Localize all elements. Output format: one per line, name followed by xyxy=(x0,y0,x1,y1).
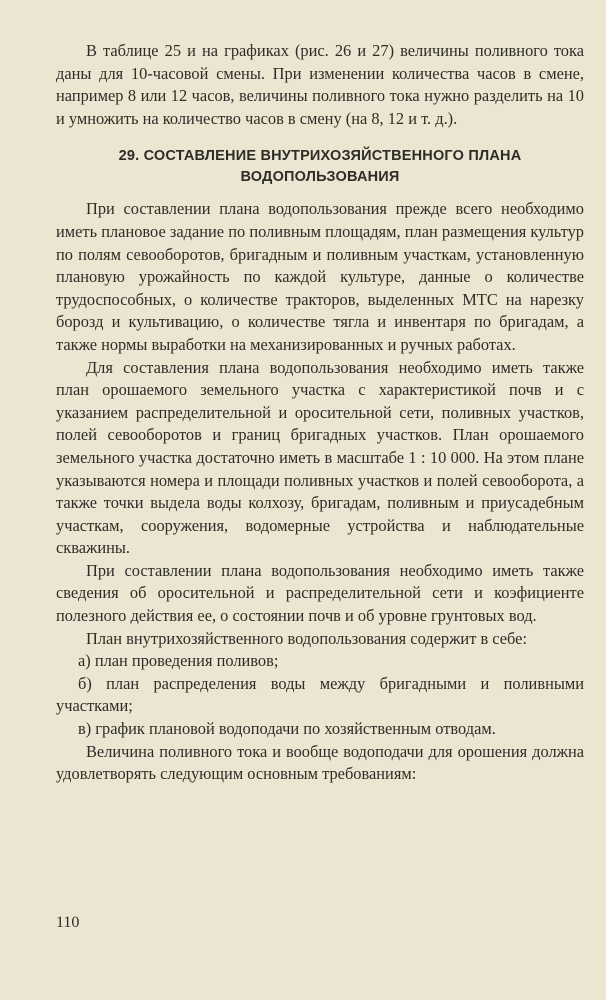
section-heading xyxy=(56,146,584,188)
paragraph-flow-requirements: Величина поливного тока и вообще водоподачи для орошения должна удовлетворять следующим основным требованиям: xyxy=(56,741,584,784)
paragraph-requirements: При составлении плана водопользования прежде всего необходимо иметь плановое задание по поливным площадям, план размещения культур по полям севооборотов, бригадным и поливным участкам, установленную плановую урожайность по каждой культуре, данные о количестве трудоспособных, о количестве тракторов, выделенных МТС на нарезку борозд и культивацию, о количестве тягла и инвентаря по бригадам, а также нормы выработки на механизированных и ручных работах. xyxy=(56,199,584,354)
paragraph-network-info: При составлении плана водопользования необходимо иметь также сведения об оросительной и распределительной сети и коэфициенте полезного действия ее, о состоянии почв и об уровне грунтовых вод. xyxy=(56,560,584,626)
page-number: 110 xyxy=(56,914,80,931)
list-item-c: в) график плановой водоподачи по хозяйственным отводам. xyxy=(78,719,496,739)
paragraph-plan-contents: План внутрихозяйственного водопользования содержит в себе: xyxy=(86,628,527,648)
paragraph-intro: В таблице 25 и на графиках (рис. 26 и 27) величины поливного тока даны для 10-часовой смены. При изменении количества часов в смене, например 8 или 12 часов, величины поливного тока нужно разделить на 10 и умножить на количество часов в смену (на 8, 12 и т. д.). xyxy=(56,41,584,128)
section-heading-line2: ВОДОПОЛЬЗОВАНИЯ xyxy=(240,169,400,186)
section-heading-line1: 29. СОСТАВЛЕНИЕ ВНУТРИХОЗЯЙСТВЕННОГО ПЛАНА xyxy=(118,148,522,165)
page-body xyxy=(56,40,584,786)
list-item-a: а) план проведения поливов; xyxy=(78,651,279,671)
list-item-b: б) план распределения воды между бригадными и поливными участками; xyxy=(56,673,584,716)
paragraph-plan-map: Для составления плана водопользования необходимо иметь также план орошаемого земельного участка с характеристикой почв и с указанием распределительной и оросительной сети, поливных участков, полей севооборотов и границ бригадных участков. План орошаемого земельного участка достаточно иметь в масштабе 1 : 10 000. На этом плане указываются номера и площади поливных участков и полей севооборота, а также точки выдела воды колхозу, бригадам, поливным и приусадебным участкам, сооружения, водомерные устройства и наблюдательные скважины. xyxy=(56,357,584,558)
